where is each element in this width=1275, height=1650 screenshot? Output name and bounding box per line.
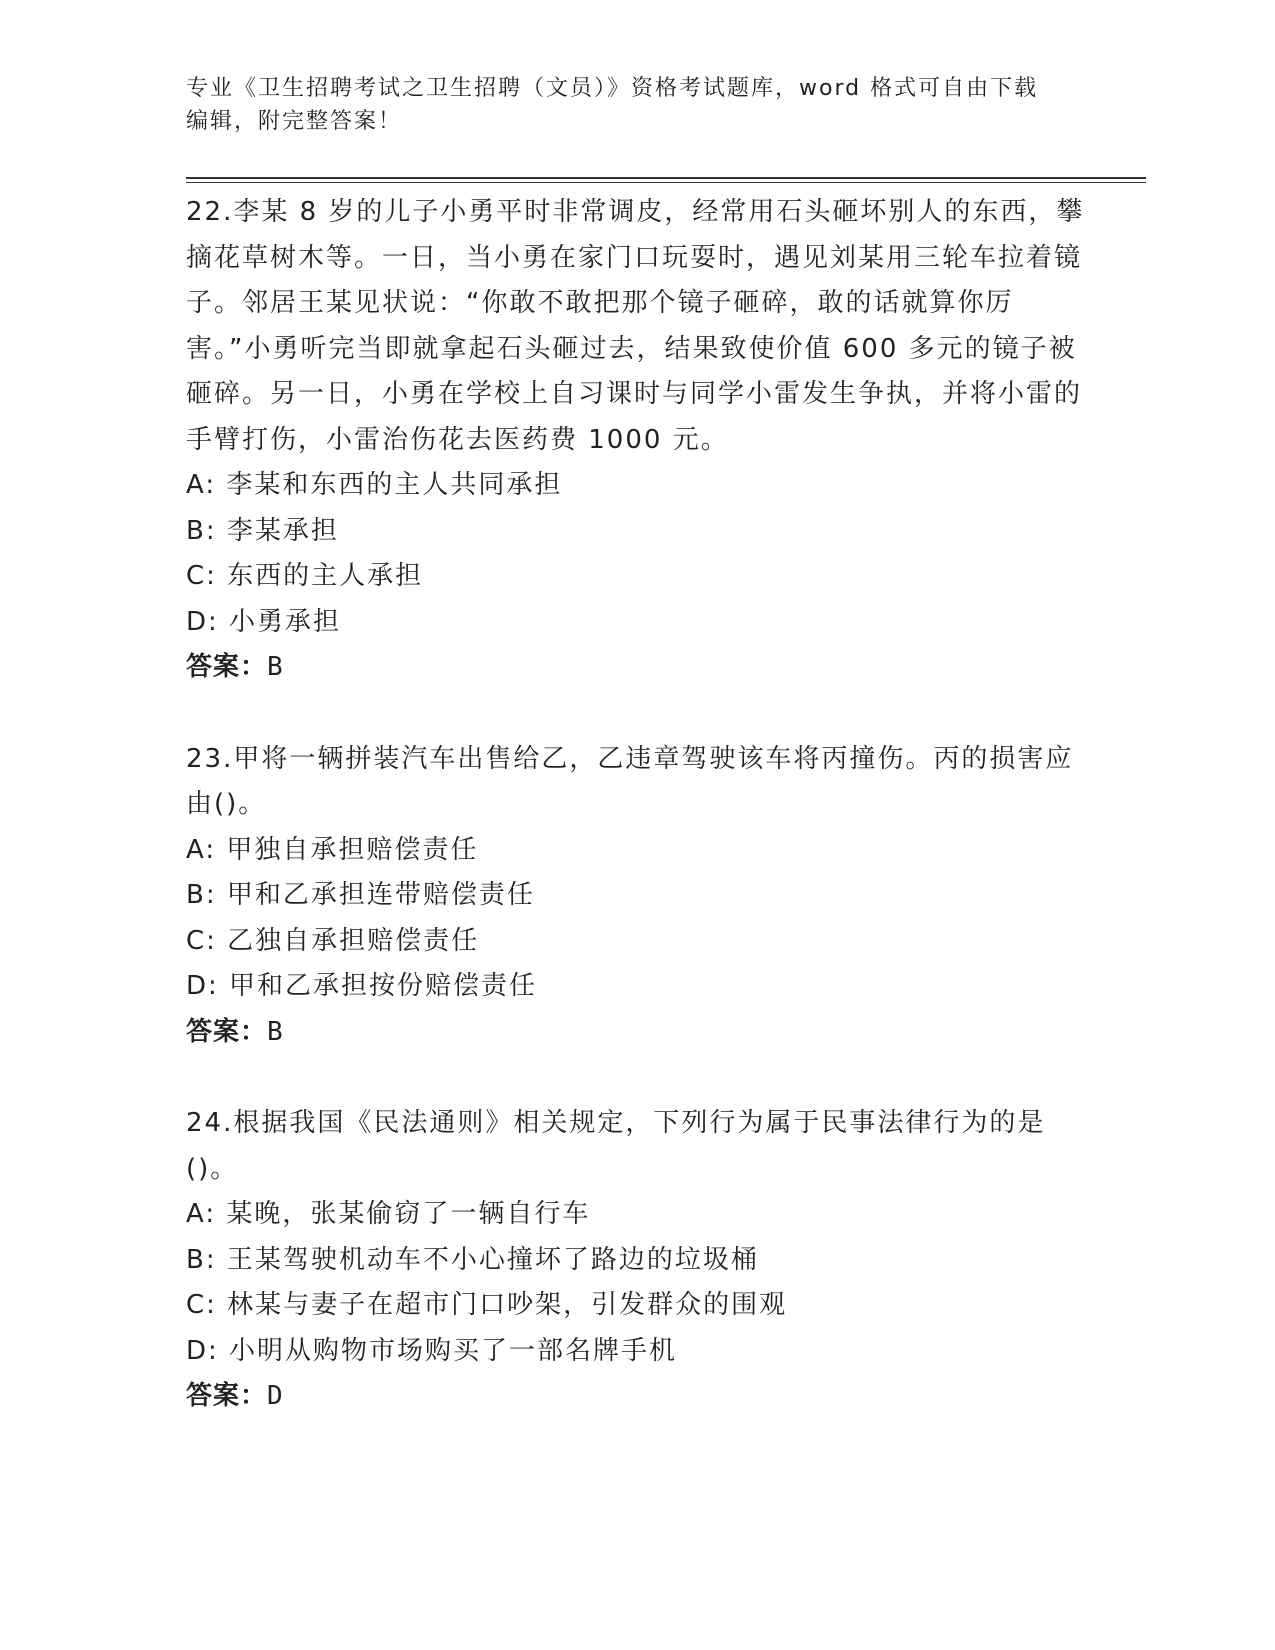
document-header	[186, 72, 1086, 138]
answer-value: D	[267, 1381, 284, 1411]
option-a: A: 甲独自承担赔偿责任	[186, 834, 479, 865]
header-divider-thin	[186, 182, 1146, 183]
option-b: B: 王某驾驶机动车不小心撞坏了路边的垃圾桶	[186, 1244, 759, 1275]
answer-value: B	[267, 1016, 284, 1047]
question-24	[186, 1101, 1086, 1420]
option-d: D: 小明从购物市场购买了一部名牌手机	[186, 1335, 678, 1366]
answer-line	[186, 1374, 1086, 1420]
question-stem: 22.李某 8 岁的儿子小勇平时非常调皮，经常用石头砸坏别人的东西，攀摘花草树木等。一日，当小勇在家门口玩耍时，遇见刘某用三轮车拉着镜子。邻居王某见状说：“你敢不敢把那个镜子砸碎，敢的话就算你厉害。”小勇听完当即就拿起石头砸过去，结果致使价值 600 多元的镜子被砸碎。另一日，小勇在学校上自习课时与同学小雷发生争执，并将小雷的手臂打伤，小雷治伤花去医药费 1000 元。	[186, 197, 1085, 455]
question-22	[186, 190, 1086, 691]
answer-line	[186, 645, 1086, 691]
option-d: D: 小勇承担	[186, 606, 342, 637]
option-c: C: 乙独自承担赔偿责任	[186, 925, 480, 956]
option-c: C: 东西的主人承担	[186, 561, 424, 591]
answer-label: 答案：	[186, 1016, 268, 1047]
question-stem: 24.根据我国《民法通则》相关规定，下列行为属于民事法律行为的是()。	[186, 1108, 1046, 1184]
header-line-2: 编辑，附完整答案！	[186, 109, 403, 134]
answer-value: B	[267, 652, 284, 682]
answer-line	[186, 1010, 1086, 1056]
option-b: B: 李某承担	[186, 515, 339, 546]
option-a: A: 某晚，张某偷窃了一辆自行车	[186, 1199, 591, 1229]
option-c: C: 林某与妻子在超市门口吵架，引发群众的围观	[186, 1290, 788, 1320]
answer-label: 答案：	[186, 652, 268, 682]
option-d: D: 甲和乙承担按份赔偿责任	[186, 971, 538, 1001]
header-line-1: 专业《卫生招聘考试之卫生招聘（文员）》资格考试题库，word 格式可自由下载	[186, 76, 1039, 101]
header-divider-thick	[186, 177, 1146, 179]
question-23	[186, 737, 1086, 1056]
question-list	[186, 190, 1086, 1466]
option-a: A: 李某和东西的主人共同承担	[186, 470, 563, 500]
question-stem: 23.甲将一辆拼装汽车出售给乙，乙违章驾驶该车将丙撞伤。丙的损害应由()。	[186, 743, 1074, 819]
option-b: B: 甲和乙承担连带赔偿责任	[186, 880, 535, 910]
answer-label: 答案：	[186, 1381, 268, 1411]
